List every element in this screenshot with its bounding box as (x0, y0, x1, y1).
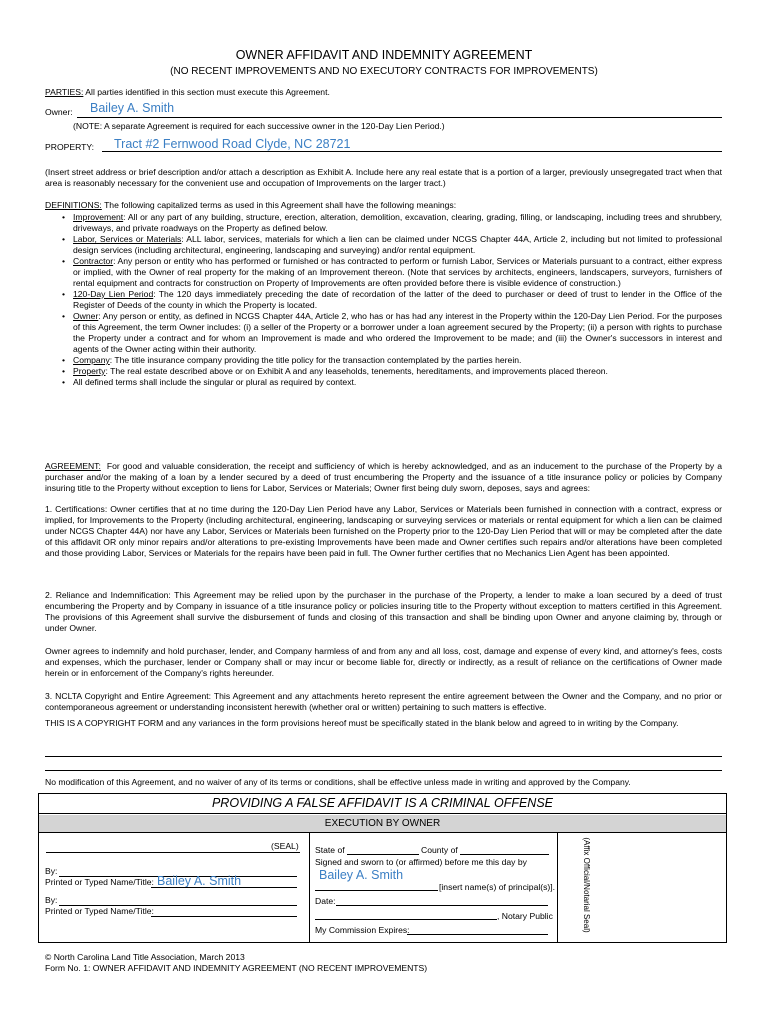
definition-text: : The real estate described above or on Exhibit A and any leaseholds, tenements, hereditaments, and improvements placed thereon. (105, 366, 608, 376)
county-of-line[interactable] (460, 854, 549, 855)
county-of-label: County of (421, 845, 458, 855)
agreement-heading: AGREEMENT: (45, 461, 101, 471)
definition-item: • All defined terms shall include the singular or plural as required by context. (62, 377, 357, 387)
sworn-text: Signed and sworn to (or affirmed) before me this day by (315, 857, 527, 867)
form-number: Form No. 1: OWNER AFFIDAVIT AND INDEMNITY AGREEMENT (NO RECENT IMPROVEMENTS) (45, 963, 428, 973)
document-title: OWNER AFFIDAVIT AND INDEMNITY AGREEMENT (235, 48, 533, 62)
definition-text: All defined terms shall include the singular or plural as required by context. (73, 377, 357, 387)
definition-term: Company (73, 355, 110, 365)
definition-term: Contractor (73, 256, 114, 266)
sworn-name-line (315, 890, 438, 891)
parties-text: All parties identified in this section must execute this Agreement. (85, 87, 330, 97)
definitions-intro: The following capitalized terms as used in this Agreement shall have the following meanings: (104, 200, 457, 210)
printed-name-label-1: Printed or Typed Name/Title: (45, 877, 154, 887)
agreement-certifications: 1. Certifications: Owner certifies that at no time during the 120-Day Lien Period have any Labor, Services or Materials been furnished in connection with a contract, express or implied, for Improvements to the Property (including architectural, engineering, landscaping or surveying services or materials or rental equipment for which a lien can be claimed under NCGS Chapter 44A) nor have any Labor, Services or Materials been furnished on the Property prior to the 120-Day Lien Period that will or may be completed after the date of this affidavit OR only minor repairs and/or alterations to pre-existing Improvements have been made and Owner certifies such repairs and/or alterations have been completed and those providing Labor, Services or Materials for the repairs have been paid in full. The Owner further certifies that no Mechanics Lien Agent has been appointed. (45, 504, 722, 558)
state-of-line[interactable] (347, 854, 419, 855)
insert-names-label: [insert name(s) of principal(s)]. (439, 882, 556, 892)
execution-header: EXECUTION BY OWNER (39, 815, 726, 833)
variance-line-1[interactable] (45, 756, 722, 757)
property-underline (102, 151, 722, 152)
agreement-reliance: 2. Reliance and Indemnification: This Agreement may be relied upon by the purchaser in the purchase of the Property, a lender to make a loan secured by a deed of trust encumbering the Property and by Company in issuance of a title insurance policy or policies insuring title to the Property without exception to matters certified in this Agreement. The provisions of this Agreement shall survive the disbursement of funds and closing of this transaction and shall be binding upon Owner and anyone claiming by, through or under Owner. (45, 590, 722, 633)
agreement-indemnify: Owner agrees to indemnify and hold purchaser, lender, and Company harmless of and from any and all loss, cost, damage and expense of every kind, and attorney's fees, costs and expenses, which the purchaser, lender or Company shall or may incur or become liable for, directly or indirectly, as a result of reliance on the certifications of Owner made herein or in enforcement of the Company's rights hereunder. (45, 646, 722, 678)
commission-line[interactable] (407, 934, 548, 935)
seal-divider (557, 833, 558, 942)
property-insert-note: (Insert street address or brief description and/or attach a description as Exhibit A. Include here any real estate that is a portion of a larger, previously unsegregated tract when that area is reasonably necessary for the convenient use and occupation of Improvements on the larger tract.) (45, 167, 722, 188)
definition-item: • 120-Day Lien Period: The 120 days immediately preceding the date of recordation of the latter of the deed to purchaser or deed of trust to lender in the Office of the Register of Deeds of the county in which the Property is located. (62, 289, 722, 310)
notary-public-label: , Notary Public (497, 911, 553, 921)
definitions-list (62, 212, 722, 388)
printed-name-label-2: Printed or Typed Name/Title: (45, 906, 154, 916)
notary-signature-line[interactable] (315, 919, 497, 920)
definition-item: • Labor, Services or Materials: ALL labor, services, materials for which a lien can be claimed under NCGS Chapter 44A, Article 2, including but not limited to professional design services (including architectural, engineering, landscaping and surveying) and/or rental equipment. (62, 234, 722, 255)
official-seal-note: (Affix Official/Notarial Seal) (582, 837, 591, 933)
definition-item: • Contractor: Any person or entity who has performed or furnished or has contracted to perform or furnish Labor, Services or Materials pursuant to a contract, either express or implied, with the Owner of real property for the making of an Improvement thereon. (Note that services by architects, engineers, landscapers, surveyors, furnishers of rental equipment and contracts for construction on Property of Improvements are often provided before there is visible evidence of construction.) (62, 256, 722, 288)
commission-label: My Commission Expires: (315, 925, 410, 935)
owner-note: (NOTE: A separate Agreement is required for each successive owner in the 120-Day Lien Period.) (73, 121, 445, 131)
definition-item: • Company: The title insurance company providing the title policy for the transaction contemplated by the parties herein. (62, 355, 522, 365)
by-label-1: By: (45, 866, 58, 876)
copyright-notice: © North Carolina Land Title Association, March 2013 (45, 952, 245, 962)
sworn-name-field[interactable]: Bailey A. Smith (319, 868, 404, 882)
printed-name-field-1[interactable]: Bailey A. Smith (157, 874, 242, 888)
definition-text: : The 120 days immediately preceding the date of recordation of the latter of the deed to purchaser or deed of trust to lender in the Office of the Register of Deeds of the county in which the Property is located. (73, 289, 722, 310)
agreement-copyright-form: THIS IS A COPYRIGHT FORM and any variances in the form provisions hereof must be specifically stated in the blank below and agreed to in writing by the Company. (45, 718, 679, 728)
owner-label: Owner: (45, 107, 73, 117)
parties-line (45, 87, 330, 98)
owner-field[interactable]: Bailey A. Smith (90, 101, 175, 115)
definition-text: : All or any part of any building, structure, erection, alteration, demolition, excavation, clearing, grading, filling, or landscaping, including trees and shrubbery, driveways, and private roadways on the Property as defined below. (73, 212, 722, 233)
false-affidavit-warning: PROVIDING A FALSE AFFIDAVIT IS A CRIMINAL OFFENSE (39, 794, 726, 814)
definition-term: Owner (73, 311, 99, 321)
definition-item: • Owner: Any person or entity, as defined in NCGS Chapter 44A, Article 2, who has or has had any interest in the Property within the 120-Day Lien Period. For the purposes of this Agreement, the term Owner includes: (i) a seller of the Property or a borrower under a loan agreement secured by the Property; (ii) a person with rights to purchase the Property under a contract and for whom an Improvement is made and who ordered the Improvement to be made; and (iii) the Owner's successors in interest and agents of the Owner acting within their authority. (62, 311, 722, 354)
definition-term: Property (73, 366, 106, 376)
date-line[interactable] (336, 905, 548, 906)
definition-item: • Property: The real estate described above or on Exhibit A and any leaseholds, tenements, hereditaments, and improvements placed thereon. (62, 366, 608, 376)
definition-text: : The title insurance company providing the title policy for the transaction contemplated by the parties herein. (109, 355, 522, 365)
definition-term: Labor, Services or Materials (73, 234, 182, 244)
state-of-label: State of (315, 845, 345, 855)
definition-text: : ALL labor, services, materials for which a lien can be claimed under NCGS Chapter 44A, Article 2, including but not limited to professional design services (including architectural, engineering, landscaping and surveying) and/or rental equipment. (73, 234, 722, 255)
definition-item: • Improvement: All or any part of any building, structure, erection, alteration, demolition, excavation, clearing, grading, filling, or landscaping, including trees and shrubbery, driveways, and private roadways on the Property as defined below. (62, 212, 722, 233)
seal-signature-line[interactable] (46, 852, 300, 853)
owner-underline (77, 117, 722, 118)
definition-text: : Any person or entity who has performed or furnished or has contracted to perform or furnish Labor, Services or Materials pursuant to a contract, either express or implied, with the Owner of real property for the making of an Improvement thereon. (Note that services by architects, engineers, landscapers, surveyors, furnishers of rental equipment and contracts for construction on Property of Improvements are often provided before there is visible evidence of construction.) (73, 256, 722, 288)
notary-divider (309, 833, 310, 942)
document-subtitle: (NO RECENT IMPROVEMENTS AND NO EXECUTORY CONTRACTS FOR IMPROVEMENTS) (170, 66, 598, 77)
variance-line-2[interactable] (45, 770, 722, 771)
parties-heading: PARTIES: (45, 87, 84, 97)
by-label-2: By: (45, 895, 58, 905)
definition-term: 120-Day Lien Period (73, 289, 154, 299)
definition-text: : Any person or entity, as defined in NCGS Chapter 44A, Article 2, who has or has had any interest in the Property within the 120-Day Lien Period. For the purposes of this Agreement, the term Owner includes: (i) a seller of the Property or a borrower under a loan agreement secured by the Property; (ii) a person with rights to purchase the Property under a contract and for whom an Improvement is made and who ordered the Improvement to be made; and (iii) the Owner's successors in interest and agents of the Owner acting within their authority. (73, 311, 722, 354)
no-modification-text: No modification of this Agreement, and no waiver of any of its terms or conditions, shall be effective unless made in writing and approved by the Company. (45, 777, 631, 787)
definitions-line (45, 200, 456, 211)
seal-label: (SEAL) (271, 841, 299, 851)
execution-box (38, 793, 727, 943)
agreement-intro: AGREEMENT: For good and valuable consideration, the receipt and sufficiency of which is hereby acknowledged, and as an inducement to the purchase of the Property by a purchaser and/or the making of a loan by a lender secured by a deed of trust encumbering the Property and the issuance of a title insurance policy or policies by Company insuring title to the Property without exception to liens for Labor, Services or Materials; Owner first being duly sworn, deposes, says and agrees: (45, 461, 722, 493)
printed-name-line-1 (151, 887, 297, 888)
date-label: Date: (315, 896, 336, 906)
definition-term: Improvement (73, 212, 124, 222)
property-label: PROPERTY: (45, 142, 95, 152)
printed-name-line-2[interactable] (151, 916, 297, 917)
agreement-copyright: 3. NCLTA Copyright and Entire Agreement: This Agreement and any attachments hereto represent the entire agreement between the Owner and the Company, and no prior or contemporaneous agreement or understanding inconsistent herewith (whether oral or written) pertaining to such matters is effective. (45, 691, 722, 712)
property-field[interactable]: Tract #2 Fernwood Road Clyde, NC 28721 (114, 137, 351, 151)
definitions-heading: DEFINITIONS: (45, 200, 102, 210)
